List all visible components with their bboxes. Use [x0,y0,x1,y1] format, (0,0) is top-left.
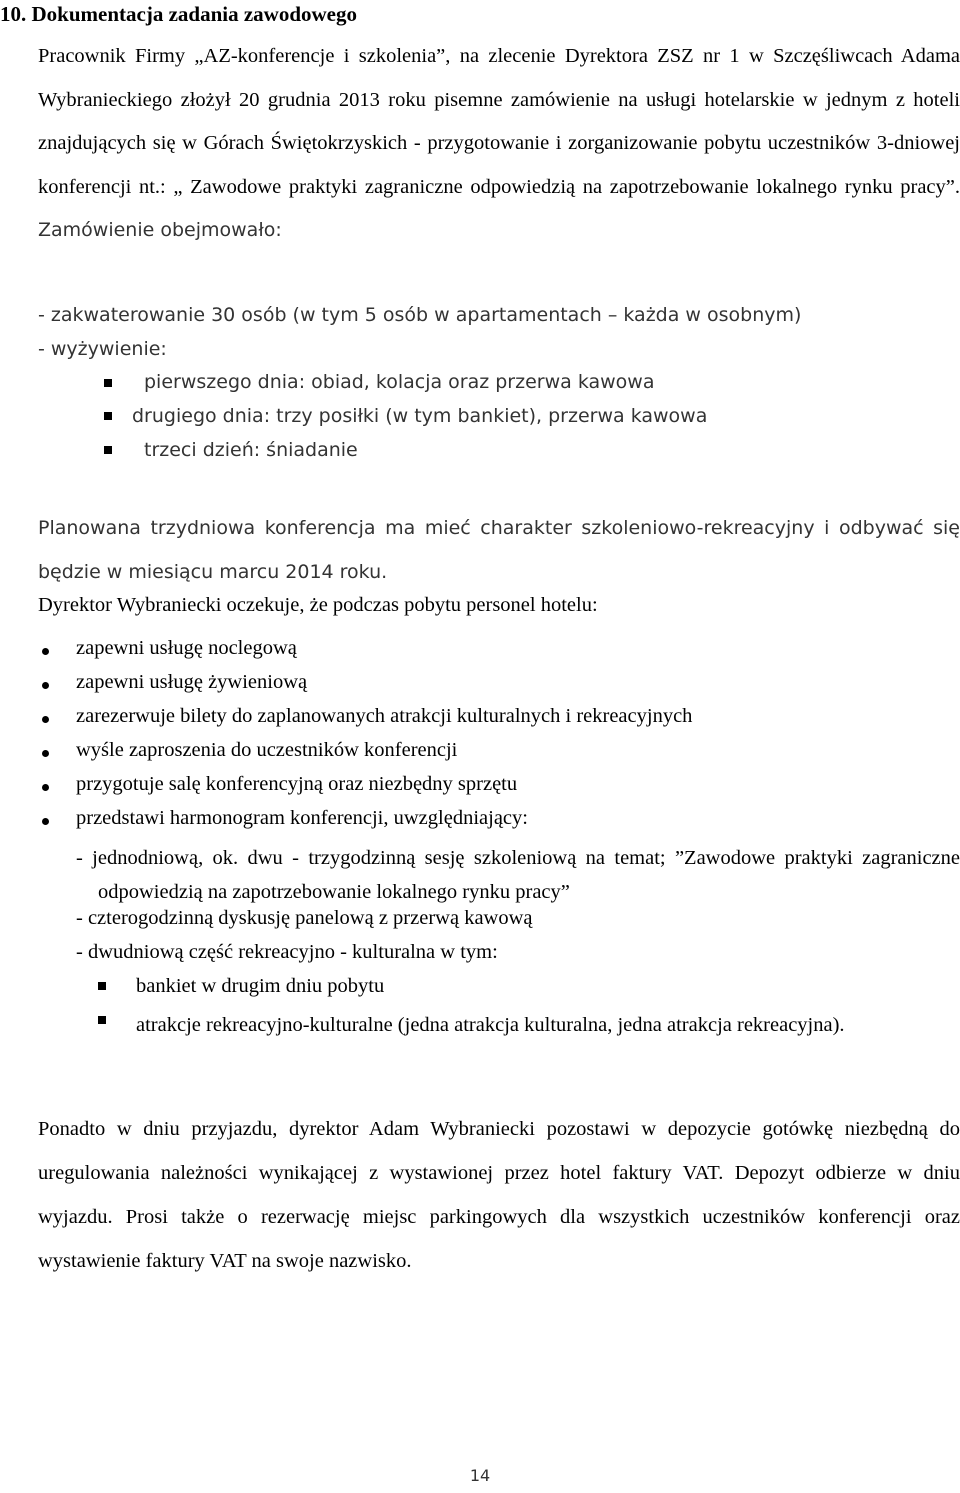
schedule-item: - jednodniową, ok. dwu - trzygodzinną sesję szkoleniową na temat; ”Zawodowe praktyki zagraniczne odpowiedzią na zapotrzebowanie lokalnego rynku pracy” [76,847,960,903]
schedule-sub-item: atrakcje rekreacyjno-kulturalne (jedna atrakcja kulturalna, jedna atrakcja rekreacyjna). [136,1014,845,1036]
bullet-dot-icon [42,716,49,723]
square-bullet-icon [98,982,106,990]
expectation-item: zarezerwuje bilety do zaplanowanych atrakcji kulturalnych i rekreacyjnych [76,705,693,727]
expectation-item: przedstawi harmonogram konferencji, uwzględniający: [76,807,528,829]
order-meals-label: - wyżywienie: [38,338,167,360]
intro-paragraph [38,35,960,253]
expectation-item: przygotuje salę konferencyjną oraz niezbędny sprzętu [76,773,518,795]
intro-text: Pracownik Firmy „AZ-konferencje i szkolenia”, na zlecenie Dyrektora ZSZ nr 1 w Szczęśliwcach Adama Wybranieckiego złożył 20 grudnia 2013 roku pisemne zamówienie na usługi hotelarskie w jednym z hoteli znajdujących się w Górach Świętokrzyskich - przygotowanie i zorganizowanie pobytu uczestników 3-dniowej konferencji nt.: „ Zawodowe praktyki zagraniczne odpowiedzią na zapotrzebowanie lokalnego rynku pracy”. [38,45,960,198]
schedule-sub-item: bankiet w drugim dniu pobytu [136,975,385,997]
square-bullet-icon [104,446,112,454]
meal-item: trzeci dzień: śniadanie [144,439,358,461]
schedule-item: - dwudniową część rekreacyjno - kulturalna w tym: [76,941,498,963]
expectation-item: wyśle zaproszenia do uczestników konferencji [76,739,458,761]
meal-item: pierwszego dnia: obiad, kolacja oraz przerwa kawowa [144,371,655,393]
section-heading: 10. Dokumentacja zadania zawodowego [0,2,357,26]
order-accommodation: - zakwaterowanie 30 osób (w tym 5 osób w apartamentach – każda w osobnym) [38,304,802,326]
bullet-dot-icon [42,682,49,689]
planned-paragraph: Planowana trzydniowa konferencja ma mieć charakter szkoleniowo-rekreacyjny i odbywać się będzie w miesiącu marcu 2014 roku. [38,517,960,583]
bullet-dot-icon [42,784,49,791]
intro-order-lead: Zamówienie obejmowało: [38,219,282,241]
page-number: 14 [469,1466,491,1485]
expectations-intro: Dyrektor Wybraniecki oczekuje, że podczas pobytu personel hotelu: [38,594,598,616]
expectation-item: zapewni usługę żywieniową [76,671,308,693]
square-bullet-icon [98,1016,106,1024]
closing-paragraph: Ponadto w dniu przyjazdu, dyrektor Adam Wybraniecki pozostawi w depozycie gotówkę niezbędną do uregulowania należności wynikającej z wystawionej przez hotel faktury VAT. Depozyt odbierze w dniu wyjazdu. Prosi także o rezerwację miejsc parkingowych dla wszystkich uczestników konferencji oraz wystawienie faktury VAT na swoje nazwisko. [38,1118,960,1272]
bullet-dot-icon [42,648,49,655]
bullet-dot-icon [42,818,49,825]
bullet-dot-icon [42,750,49,757]
schedule-item: - czterogodzinną dyskusję panelową z przerwą kawową [76,907,533,929]
expectation-item: zapewni usługę noclegową [76,637,297,659]
meal-item: drugiego dnia: trzy posiłki (w tym bankiet), przerwa kawowa [132,405,708,427]
square-bullet-icon [104,379,112,387]
square-bullet-icon [104,412,112,420]
